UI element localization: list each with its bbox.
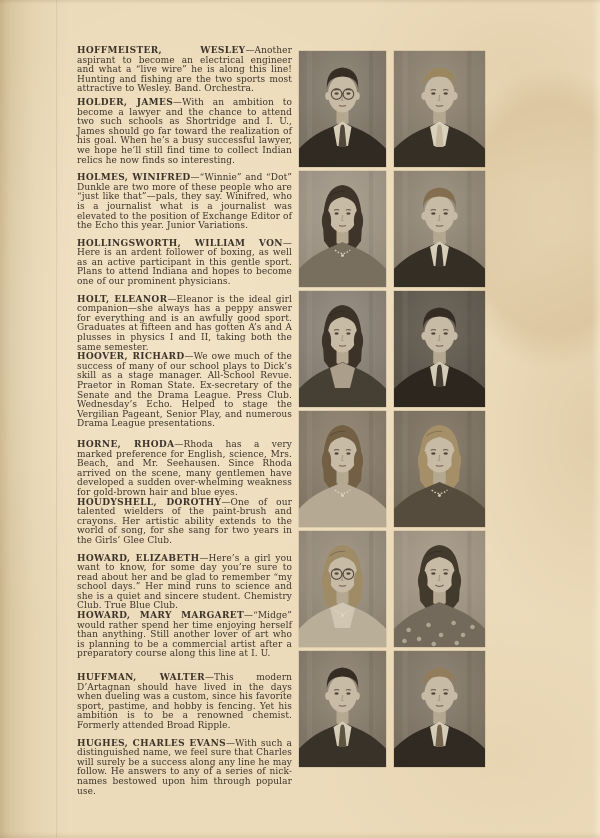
student-name: HOUDYSHELL, DOROTHY bbox=[77, 497, 222, 508]
student-description: —We owe much of the success of many of our school plays to Dick’s skill as a stage manager. All-School Revue. Praetor in Roman State. Ex-secretary of the Senate and the Drama League. Press Club. Wednesday’s Echo. Helped to stage the Vergilian Pageant, Senior Play, and numerous Drama League presentations. bbox=[77, 352, 292, 430]
student-description: —“Winnie” and “Dot” Dunkle are two more of these people who are “just like that”—pals, they say. Winifred, who is a journalist what is a journalist was elevated to the position of Exchange Editor of the Echo this year. Junior Variations. bbox=[77, 173, 293, 232]
student-description: —Here is an ardent follower of boxing, as well as an active participant in this gentle sport. Plans to attend Indiana and hopes to become one of our prominent physicians. bbox=[77, 238, 292, 288]
portrait-photo bbox=[394, 171, 485, 287]
student-entry bbox=[77, 555, 292, 613]
student-name: HUGHES, CHARLES EVANS bbox=[77, 738, 227, 749]
student-description: —This modern D’Artagnan should have lived in the days when dueling was a custom, since his favorite sport, pastime, and hobby is fencing. Yet his ambition is to be a renowned chemist. Formerly attended Broad Ripple. bbox=[77, 673, 293, 731]
student-name: HOLT, ELEANOR bbox=[77, 294, 168, 305]
portrait-illustration bbox=[299, 291, 386, 407]
student-description: —Here’s a girl you want to know, for some day you’re sure to read about her and be glad to remember “my school days.” Her mind runs to science and she is a quiet and sincere student. Chemistry Club. True Blue Club. bbox=[77, 553, 292, 612]
student-entry bbox=[77, 296, 292, 354]
page-fold-line bbox=[56, 0, 58, 838]
student-description: —Another aspirant to become an electrical engineer and what a “live wire” he is along this line! Hunting and fishing are the two sports most attractive to Wesley. Band. Orchestra. bbox=[77, 46, 292, 95]
portrait-illustration bbox=[299, 171, 386, 287]
student-description: —One of our talented wielders of the paint-brush and crayons. Her artistic ability extends to the world of song, for she sang for two years in the Girls’ Glee Club. bbox=[77, 497, 292, 546]
portrait-photo bbox=[299, 51, 386, 167]
portrait-illustration bbox=[299, 51, 386, 167]
portrait-photo bbox=[394, 51, 485, 167]
portrait-photo bbox=[394, 411, 485, 527]
student-entry bbox=[77, 353, 292, 430]
student-entry bbox=[77, 174, 292, 232]
student-entry bbox=[77, 674, 292, 732]
portrait-photo bbox=[299, 291, 386, 407]
portrait-photo bbox=[299, 531, 386, 647]
student-entries-column bbox=[77, 47, 292, 797]
portrait-illustration bbox=[394, 171, 485, 287]
portrait-photo bbox=[394, 291, 485, 407]
student-name: HOWARD, MARY MARGARET bbox=[77, 611, 245, 622]
student-name: HOWARD, ELIZABETH bbox=[77, 553, 200, 564]
student-entry bbox=[77, 740, 292, 798]
student-name: HUFFMAN, WALTER bbox=[77, 673, 205, 684]
portrait-illustration bbox=[394, 291, 485, 407]
student-description: —“Midge” would rather spend her time enjoying herself than anything. Still another lover of art who is planning to be a commercial artist after a preparatory course along this line at I. U. bbox=[77, 611, 292, 660]
student-entry bbox=[77, 612, 292, 660]
portrait-illustration bbox=[394, 411, 485, 527]
portrait-illustration bbox=[299, 531, 386, 647]
portrait-illustration bbox=[299, 651, 386, 767]
student-name: HOOVER, RICHARD bbox=[77, 352, 185, 363]
portrait-photo bbox=[394, 651, 485, 767]
student-name: HOLMES, WINIFRED bbox=[77, 173, 191, 184]
student-description: —Rhoda has a very marked preference for English, science, Mrs. Beach, and Mr. Seehausen. Since Rhoda arrived on the scene, many gentlemen have developed a sudden over-whelming weakness for gold-brown hair and blue eyes. bbox=[77, 439, 292, 498]
student-entry bbox=[77, 240, 292, 288]
student-name: HOLLINGSWORTH, WILLIAM VON bbox=[77, 238, 283, 249]
portrait-photo bbox=[299, 651, 386, 767]
student-name: HOFFMEISTER, WESLEY bbox=[77, 46, 246, 56]
student-entry bbox=[77, 47, 292, 95]
portrait-illustration bbox=[299, 411, 386, 527]
portrait-photo-grid bbox=[299, 51, 485, 767]
student-description: —With an ambition to become a lawyer and the chance to attend two such schools as Shortridge and I. U., James should go far toward the realization of his goal. When he’s a busy successful lawyer, we hope he’ll still find time to collect Indian relics he now finds so interesting. bbox=[77, 97, 292, 166]
student-entry bbox=[77, 441, 292, 499]
student-description: —Eleanor is the ideal girl companion—she always has a peppy answer for everything and is an awfully good sport. Graduates at fifteen and has gotten A’s and A plusses in physics I and II, taking both the same semester. bbox=[77, 294, 292, 353]
portrait-photo bbox=[394, 531, 485, 647]
student-description: —With such a distinguished name, we feel sure that Charles will surely be a success along any line he may follow. He answers to any of a series of nick-names bestowed upon him through popular use. bbox=[77, 738, 292, 797]
portrait-photo bbox=[299, 411, 386, 527]
portrait-illustration bbox=[394, 531, 485, 647]
portrait-illustration bbox=[394, 51, 485, 167]
portrait-photo bbox=[299, 171, 386, 287]
student-name: HORNE, RHODA bbox=[77, 439, 175, 450]
student-entry bbox=[77, 99, 292, 166]
portrait-illustration bbox=[394, 651, 485, 767]
student-entry bbox=[77, 499, 292, 547]
student-name: HOLDER, JAMES bbox=[77, 97, 174, 108]
